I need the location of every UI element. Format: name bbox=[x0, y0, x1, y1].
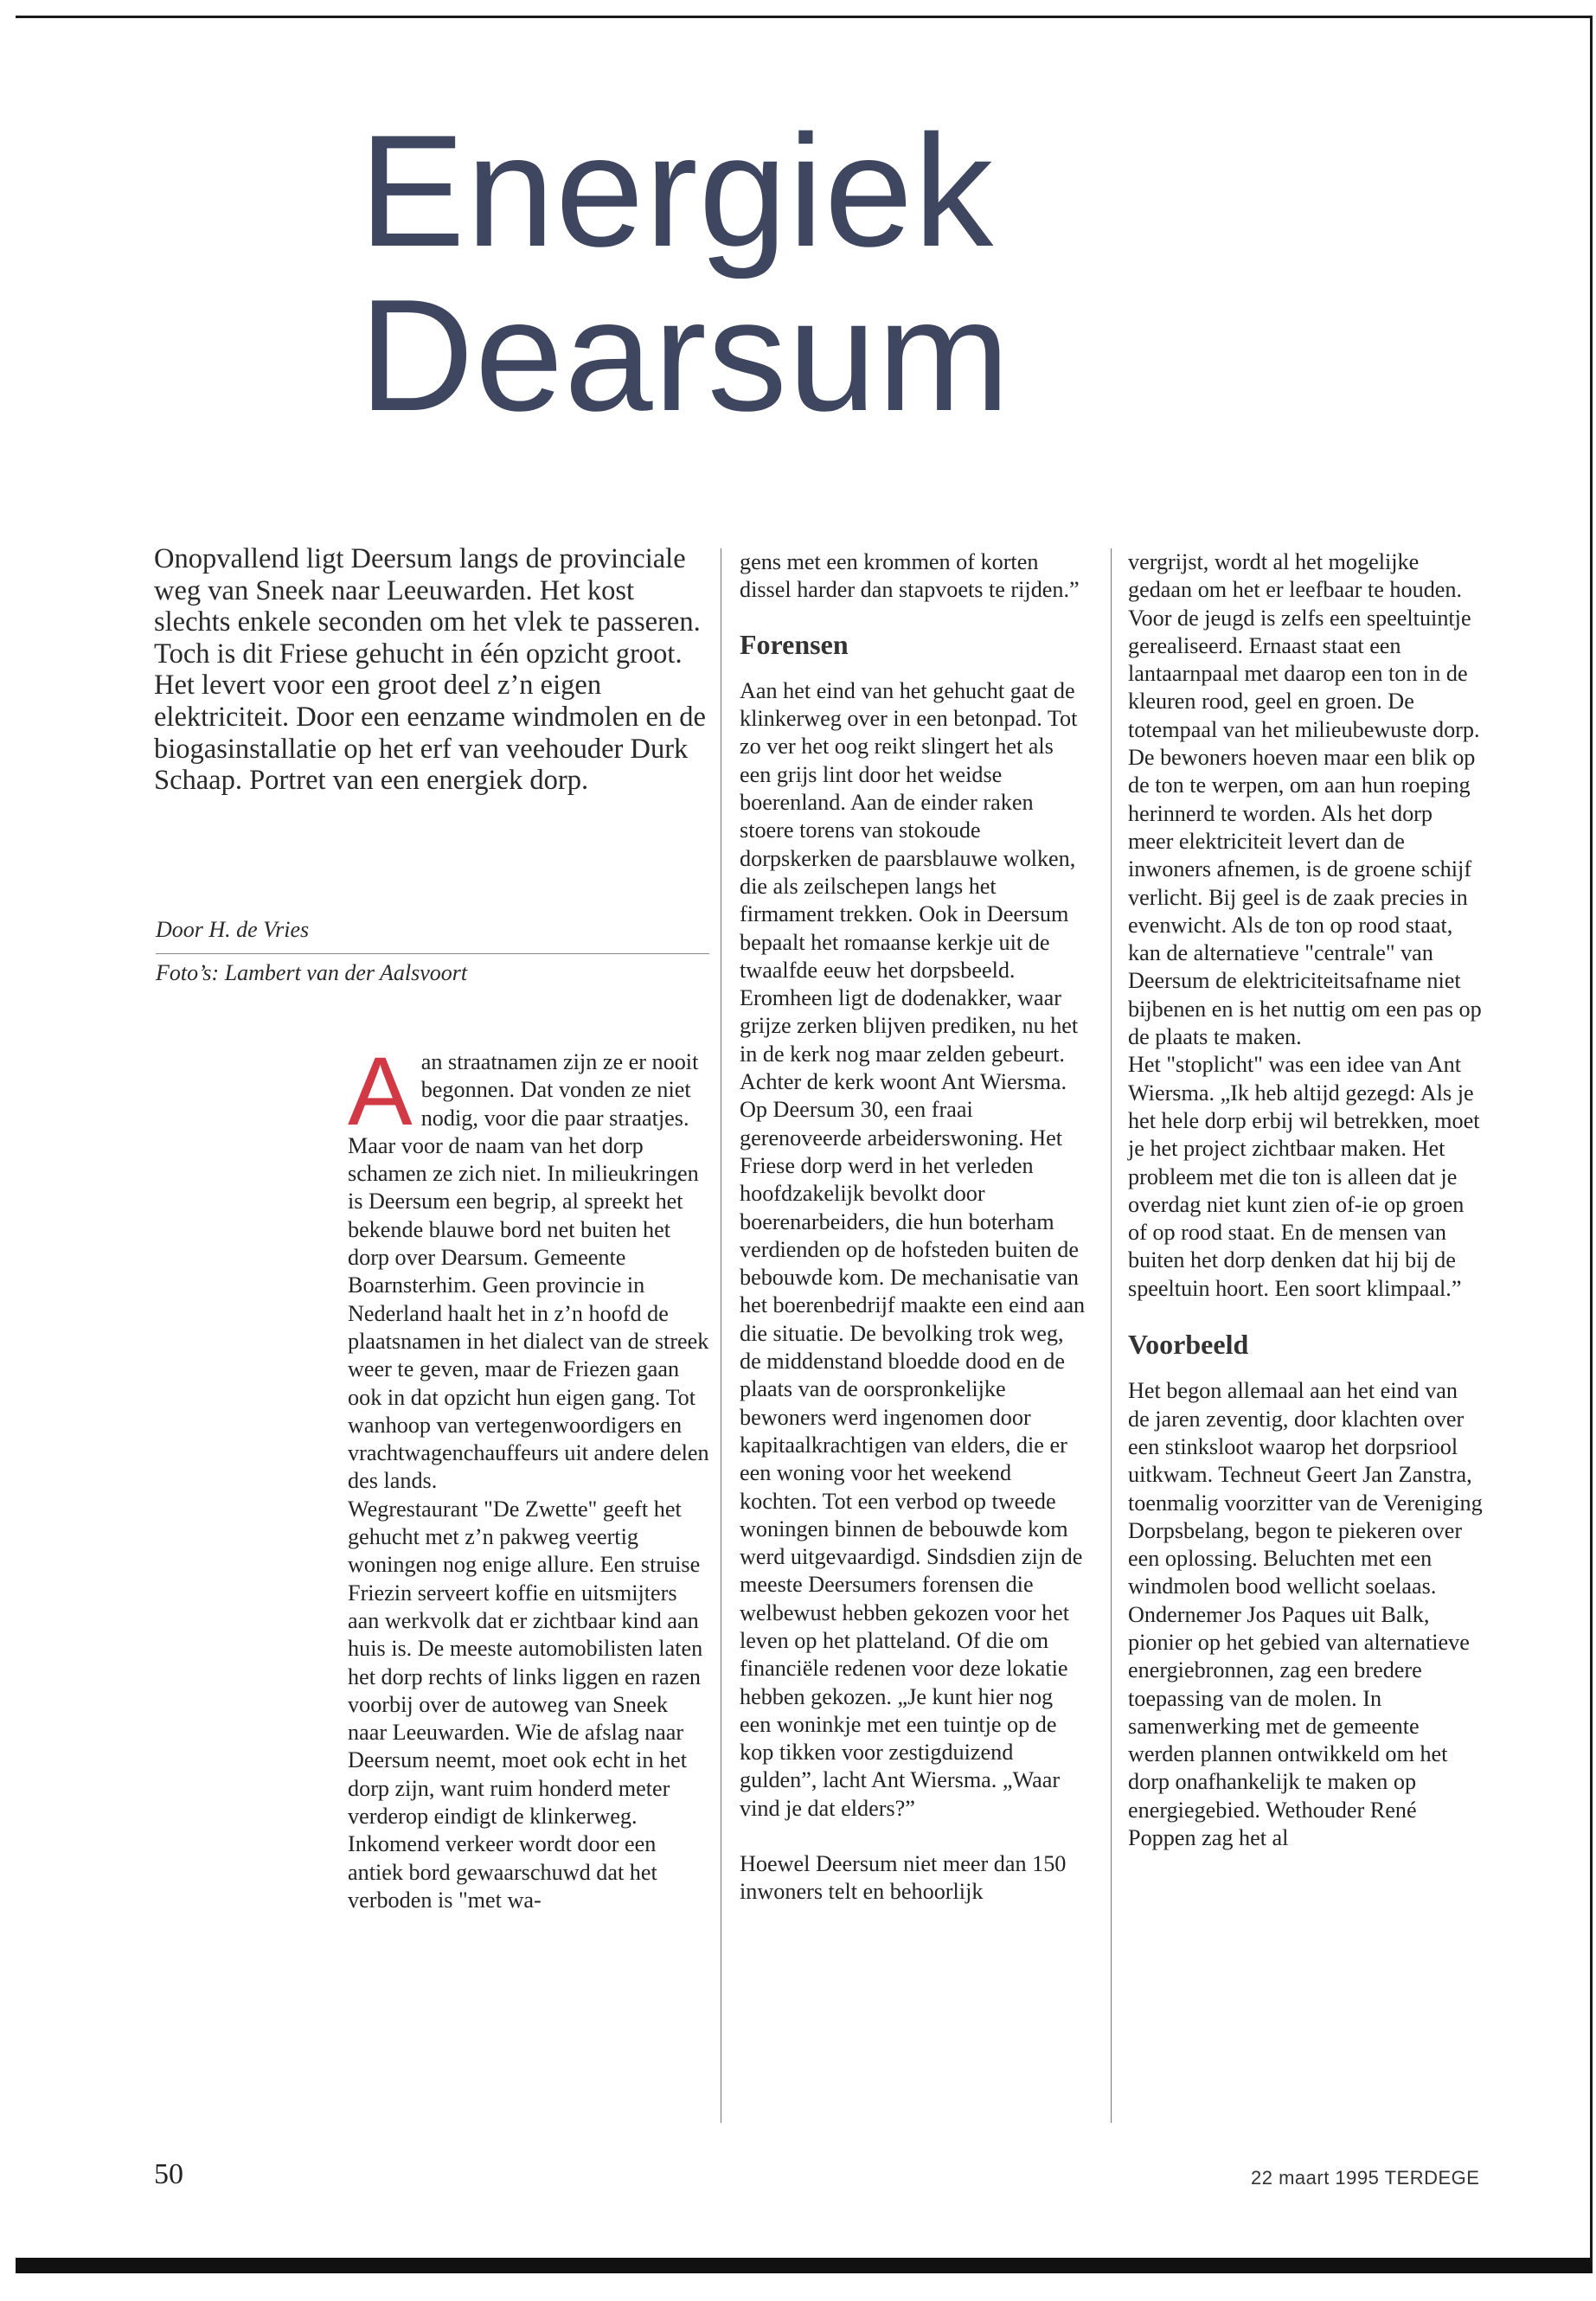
issue-date: 22 maart 1995 TERDEGE bbox=[1251, 2167, 1480, 2189]
column-3-paragraph-2: Het "stoplicht" was een idee van Ant Wiersma. „Ik heb altijd gezegd: Als je het hele dorp erbij wil betrekken, moet je het project zichtbaar maken. Het probleem met die ton is alleen dat je overdag niet kunt zien of-ie op groen of op rood staat. En de mensen van buiten het dorp denken dat hij bij de speeltuin hoort. Een soort klimpaal.” bbox=[1128, 1052, 1480, 1301]
drop-cap: A bbox=[348, 1037, 413, 1145]
subheading-forensen: Forensen bbox=[740, 628, 849, 660]
byline-divider bbox=[156, 953, 709, 954]
article-title bbox=[359, 101, 1011, 444]
column-2-body: Aan het eind van het gehucht gaat de klinkerweg over in een betonpad. Tot zo ver het oog reikt slingert het als een grijs lint door het weidse boerenland. Aan de einder raken stoere torens van stokoude dorpskerken de paarsblauwe wolken, die als zeilschepen langs het firmament trekken. Ook in Deersum bepaalt het romaanse kerkje uit de twaalfde eeuw het dorpsbeeld. Eromheen ligt de dodenakker, waar grijze zerken blijven prediken, nu het in de kerk nog maar zelden gebeurt. Achter de kerk woont Ant Wiersma. Op Deersum 30, een fraai gerenoveerde arbeiderswoning. Het Friese dorp werd in het verleden hoofdzakelijk bevolkt door boerenarbeiders, die hun boterham verdienden op de hofsteden buiten de bebouwde kom. De mechanisatie van het boerenbedrijf maakte een eind aan die situatie. De bevolking trok weg, de middenstand bloedde dood en de plaats van de oorspronkelijke bewoners werd ingenomen door kapitaalkrachtigen van elders, die er een woning voor het weekend kochten. Tot een verbod op tweede woningen binnen de bebouwde kom werd uitgevaardigd. Sindsdien zijn de meeste Deersumers forensen die welbewust hebben gekozen voor het leven op het platteland. Of die om financiële redenen voor deze lokatie hebben gekozen. „Je kunt hier nog een woninkje met een tuintje op de kop tikken voor zestigduizend gulden”, lacht Ant Wiersma. „Waar vind je dat elders?” bbox=[740, 677, 1086, 1821]
column-1 bbox=[348, 1037, 711, 1914]
title-line-1: Energiek bbox=[359, 101, 995, 279]
column-divider-2 bbox=[1111, 548, 1112, 2123]
page-number: 50 bbox=[154, 2158, 183, 2190]
title-line-2: Dearsum bbox=[359, 266, 1011, 444]
column-2-carryover: gens met een krommen of korten dissel harder dan stapvoets te rijden.” bbox=[740, 549, 1080, 603]
byline-author: Door H. de Vries bbox=[156, 917, 310, 942]
column-2 bbox=[740, 548, 1086, 1907]
column-1-paragraph-1: an straatnamen zijn ze er nooit begonnen. Dat vonden ze niet nodig, voor die paar straatjes. Maar voor de naam van het dorp schamen ze zich niet. In milieukringen is Deersum een begrip, al spreekt het bekende blauwe bord net buiten het dorp over Dearsum. Gemeente Boarnsterhim. Geen provincie in Nederland haalt het in z’n hoofd de plaatsnamen in het dialect van de streek weer te geven, maar de Friezen gaan ook in dat opzicht hun eigen gang. Tot wanhoop van vertegenwoordigers en vrachtwagenchauffeurs uit andere delen des lands. bbox=[348, 1049, 709, 1494]
article-intro: Onopvallend ligt Deersum langs de provinciale weg van Sneek naar Leeuwarden. Het kost slechts enkele seconden om het vlek te passeren. Toch is dit Friese gehucht in één opzicht groot. Het levert voor een groot deel z’n eigen elektriciteit. Door een eenzame windmolen en de biogasinstallatie op het erf van veehouder Durk Schaap. Portret van een energiek dorp. bbox=[154, 543, 706, 797]
subheading-voorbeeld: Voorbeeld bbox=[1128, 1329, 1249, 1361]
column-3-paragraph-1: vergrijst, wordt al het mogelijke gedaan om het er leefbaar te houden. Voor de jeugd is zelfs een speeltuintje gerealiseerd. Ernaast staat een lantaarnpaal met daarop een ton in de kleuren rood, geel en groen. De totempaal van het milieubewuste dorp. De bewoners hoeven maar een blik op de ton te werpen, om aan hun roeping herinnerd te worden. Als het dorp meer elektriciteit levert dan de inwoners afnemen, is de groene schijf verlicht. Bij geel is de zaak precies in evenwicht. Als de ton op rood staat, kan de alternatieve "centrale" van Deersum de elektriciteitsafname niet bijbenen en is het nuttig om een pas op de plaats te maken. bbox=[1128, 549, 1482, 1050]
column-2-tail: Hoewel Deersum niet meer dan 150 inwoners telt en behoorlijk bbox=[740, 1851, 1067, 1905]
column-3-paragraph-3: Het begon allemaal aan het eind van de jaren zeventig, door klachten over een stinksloot waarop het dorpsriool uitkwam. Techneut Geert Jan Zanstra, toenmalig voorzitter van de Vereniging Dorpsbelang, begon te piekeren over een oplossing. Beluchten met een windmolen bood wellicht soelaas. Ondernemer Jos Paques uit Balk, pionier op het gebied van alternatieve energiebronnen, zag een bredere toepassing van de molen. In samenwerking met de gemeente werden plannen ontwikkeld om het dorp onafhankelijk te maken op energiegebied. Wethouder René Poppen zag het al bbox=[1128, 1378, 1483, 1851]
column-3 bbox=[1128, 548, 1483, 1852]
byline-photos: Foto’s: Lambert van der Aalsvoort bbox=[156, 960, 468, 985]
column-1-paragraph-2: Wegrestaurant "De Zwette" geeft het gehucht met z’n pakweg veertig woningen nog enige allure. Een struise Friezin serveert koffie en uitsmijters aan werkvolk dat er zichtbaar kind aan huis is. De meeste automobilisten laten het dorp rechts of links liggen en razen voorbij over de autoweg van Sneek naar Leeuwarden. Wie de afslag naar Deersum neemt, moet ook echt in het dorp zijn, want ruim honderd meter verderop eindigt de klinkerweg. Inkomend verkeer wordt door een antiek bord gewaarschuwd dat het verboden is "met wa- bbox=[348, 1496, 703, 1913]
